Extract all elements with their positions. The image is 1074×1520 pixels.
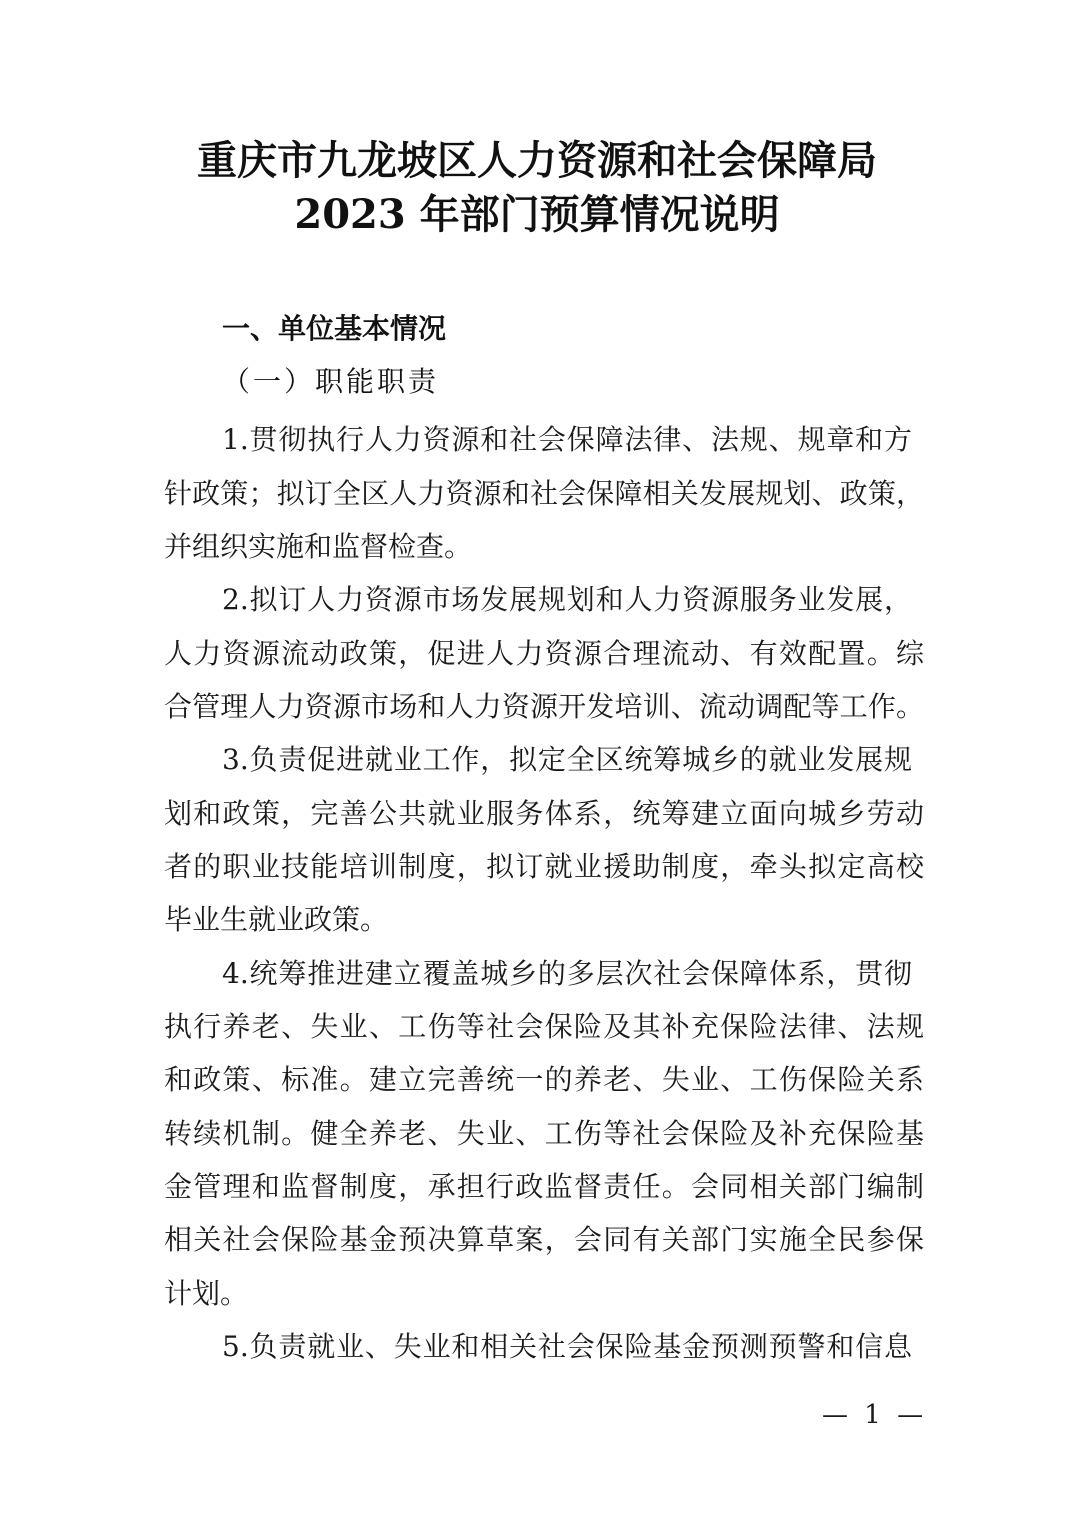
paragraph-line: 者的职业技能培训制度，拟订就业援助制度，牵头拟定高校 — [164, 850, 924, 883]
paragraph-line: 金管理和监督制度，承担行政监督责任。会同相关部门编制 — [164, 1170, 924, 1203]
page-number: — 1 — — [822, 1400, 928, 1430]
paragraph-line: 转续机制。健全养老、失业、工伤等社会保险及补充保险基 — [164, 1117, 924, 1150]
document-title-line-1: 重庆市九龙坡区人力资源和社会保障局 — [197, 137, 877, 184]
paragraph-line: 执行养老、失业、工伤等社会保险及其补充保险法律、法规 — [164, 1010, 924, 1043]
paragraph-line: 并组织实施和监督检查。 — [164, 530, 473, 563]
subsection-heading: （一）职能职责 — [222, 365, 440, 398]
paragraph-line: 毕业生就业政策。 — [164, 903, 389, 936]
paragraph-line: 和政策、标准。建立完善统一的养老、失业、工伤保险关系 — [164, 1063, 924, 1096]
paragraph-line: 相关社会保险基金预决算草案，会同有关部门实施全民参保 — [164, 1223, 924, 1256]
paragraph-line: 3.负责促进就业工作，拟定全区统筹城乡的就业发展规 — [222, 743, 912, 776]
paragraph-line: 5.负责就业、失业和相关社会保险基金预测预警和信息 — [222, 1330, 912, 1363]
document-title-line-2: 2023 年部门预算情况说明 — [294, 191, 780, 238]
paragraph-line: 4.统筹推进建立覆盖城乡的多层次社会保障体系，贯彻 — [222, 957, 912, 990]
paragraph-line: 2.拟订人力资源市场发展规划和人力资源服务业发展， — [222, 583, 912, 616]
paragraph-line: 划和政策，完善公共就业服务体系，统筹建立面向城乡劳动 — [164, 797, 924, 830]
paragraph-line: 合管理人力资源市场和人力资源开发培训、流动调配等工作。 — [164, 690, 924, 723]
paragraph-line: 针政策；拟订全区人力资源和社会保障相关发展规划、政策， — [164, 477, 924, 510]
paragraph-line: 人力资源流动政策，促进人力资源合理流动、有效配置。综 — [164, 637, 924, 670]
paragraph-line: 计划。 — [164, 1277, 249, 1310]
paragraph-line: 1.贯彻执行人力资源和社会保障法律、法规、规章和方 — [222, 423, 912, 456]
section-heading: 一、单位基本情况 — [222, 312, 447, 345]
